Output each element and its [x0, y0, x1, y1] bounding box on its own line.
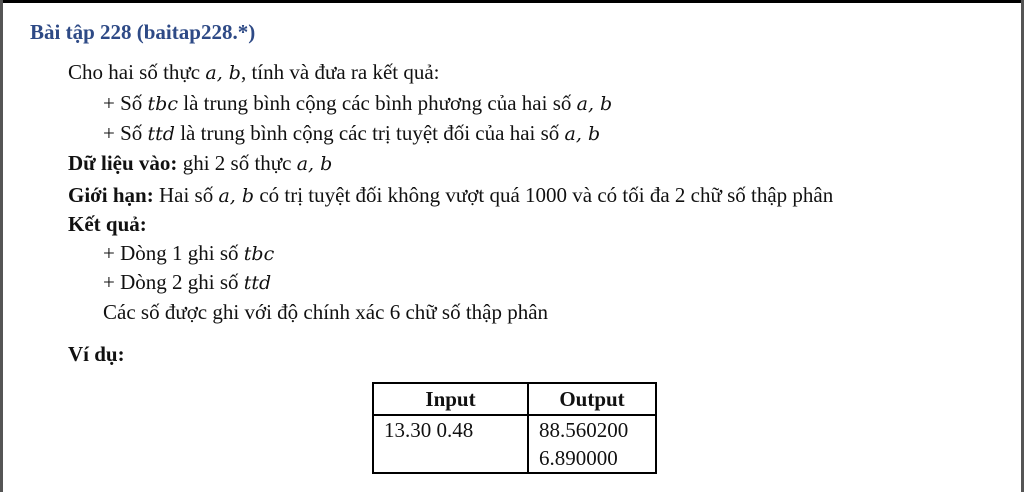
example-input-value: 13.30 0.48: [384, 418, 474, 442]
limits-vars: a, b: [218, 185, 255, 207]
item-tbc-middle: là trung bình cộng các bình phương của hai số: [177, 91, 577, 115]
header-output: Output: [528, 383, 656, 415]
example-output-line2: 6.890000: [539, 446, 618, 470]
output-label: Kết quả:: [68, 212, 147, 236]
item-ttd-var: ttd: [147, 123, 175, 145]
output-line1: [103, 241, 274, 266]
input-section: [68, 151, 332, 176]
example-header-row: [373, 383, 656, 415]
intro-prefix: Cho hai số thực: [68, 60, 206, 84]
item-ttd: [103, 121, 600, 146]
output-line2-var: ttd: [243, 272, 272, 294]
limits-prefix: Hai số: [153, 183, 219, 207]
example-input-cell: [373, 415, 528, 473]
input-label: Dữ liệu vào:: [68, 151, 178, 175]
item-tbc: [103, 91, 612, 116]
intro-vars: a, b: [205, 62, 241, 84]
limits-label: Giới hạn:: [68, 183, 154, 207]
example-data-row: [373, 415, 656, 473]
output-line1-prefix: + Dòng 1 ghi số: [103, 241, 244, 265]
header-input: Input: [373, 383, 528, 415]
example-output-line1: 88.560200: [539, 418, 629, 442]
example-output-cell: [528, 415, 656, 473]
exercise-title: Bài tập 228 (baitap228.*): [30, 20, 256, 44]
item-ttd-middle: là trung bình cộng các trị tuyệt đối của hai số: [174, 121, 565, 145]
output-line1-var: tbc: [243, 243, 275, 265]
item-tbc-vars: a, b: [576, 93, 613, 115]
item-tbc-var: tbc: [147, 93, 178, 115]
output-line2: [103, 270, 271, 295]
intro-suffix: , tính và đưa ra kết quả:: [240, 60, 440, 84]
top-border: [0, 0, 1024, 3]
precision-note: Các số được ghi với độ chính xác 6 chữ số thập phân: [103, 300, 549, 324]
limits-section: [68, 183, 833, 208]
limits-suffix: có trị tuyệt đối không vượt quá 1000 và có tối đa 2 chữ số thập phân: [254, 183, 834, 207]
left-border: [0, 0, 3, 492]
item-tbc-prefix: + Số: [103, 91, 148, 115]
output-line2-prefix: + Dòng 2 ghi số: [103, 270, 244, 294]
input-text: ghi 2 số thực: [177, 151, 297, 175]
example-label: Ví dụ:: [68, 342, 125, 366]
intro-line: [68, 60, 440, 85]
input-vars: a, b: [296, 153, 333, 175]
example-table: [372, 382, 657, 474]
item-ttd-vars: a, b: [564, 123, 601, 145]
item-ttd-prefix: + Số: [103, 121, 148, 145]
